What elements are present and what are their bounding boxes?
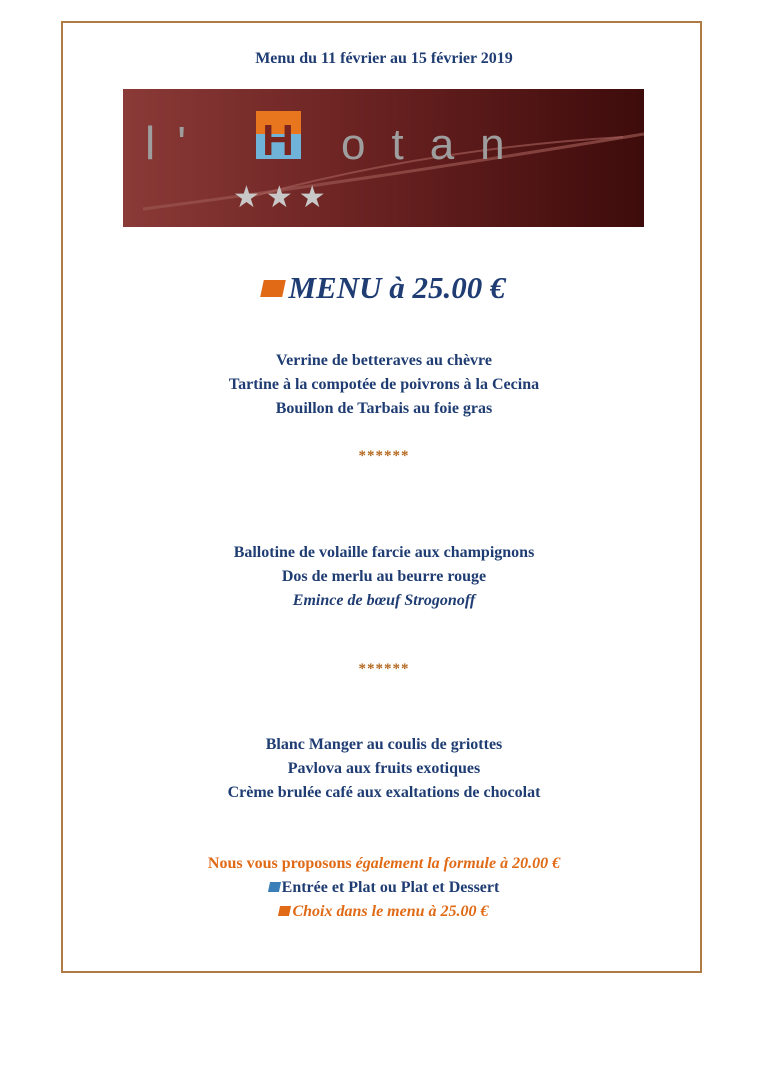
logo-letter: H (262, 116, 294, 165)
list-item: Crème brulée café aux exaltations de chocolat (227, 784, 541, 801)
course-separator: ****** (358, 448, 410, 464)
course-separator: ****** (358, 661, 410, 677)
formula-option-1-text: Entrée et Plat ou Plat et Dessert (281, 879, 500, 896)
hotel-logo-banner (123, 89, 644, 227)
list-item: Ballotine de volaille farcie aux champignons (233, 544, 535, 561)
list-item: Pavlova aux fruits exotiques (287, 760, 481, 777)
list-item: Bouillon de Tarbais au foie gras (275, 400, 493, 417)
formula-intro-plain: Nous vous proposons (207, 855, 356, 872)
logo-text-suffix: otan (341, 120, 531, 169)
menu-title (0, 270, 768, 306)
menu-date-line: Menu du 11 février au 15 février 2019 (255, 50, 513, 67)
list-item: Blanc Manger au coulis de griottes (265, 736, 503, 753)
menu-title-text: MENU à 25.00 € (288, 270, 506, 305)
logo-graphic (123, 89, 644, 227)
blue-bullet-icon (268, 882, 281, 892)
list-item: Tartine à la compotée de poivrons à la Cecina (228, 376, 540, 393)
orange-bullet-icon (261, 280, 287, 297)
starters-list (0, 349, 768, 421)
mains-list (0, 541, 768, 613)
logo-stars: ★★★ (233, 180, 332, 215)
list-item: Verrine de betteraves au chèvre (276, 352, 492, 369)
formula-option-2-text: Choix dans le menu à 25.00 € (292, 903, 489, 920)
desserts-list (0, 733, 768, 805)
list-item: Emince de bœuf Strogonoff (292, 592, 476, 609)
orange-bullet-icon (278, 906, 291, 916)
list-item: Dos de merlu au beurre rouge (281, 568, 487, 585)
formula-intro-italic: également la formule à 20.00 € (355, 855, 561, 872)
formula-intro (0, 852, 768, 876)
logo-text-prefix: l' (145, 117, 209, 169)
formula-option-1 (0, 876, 768, 900)
formula-option-2 (0, 900, 768, 924)
